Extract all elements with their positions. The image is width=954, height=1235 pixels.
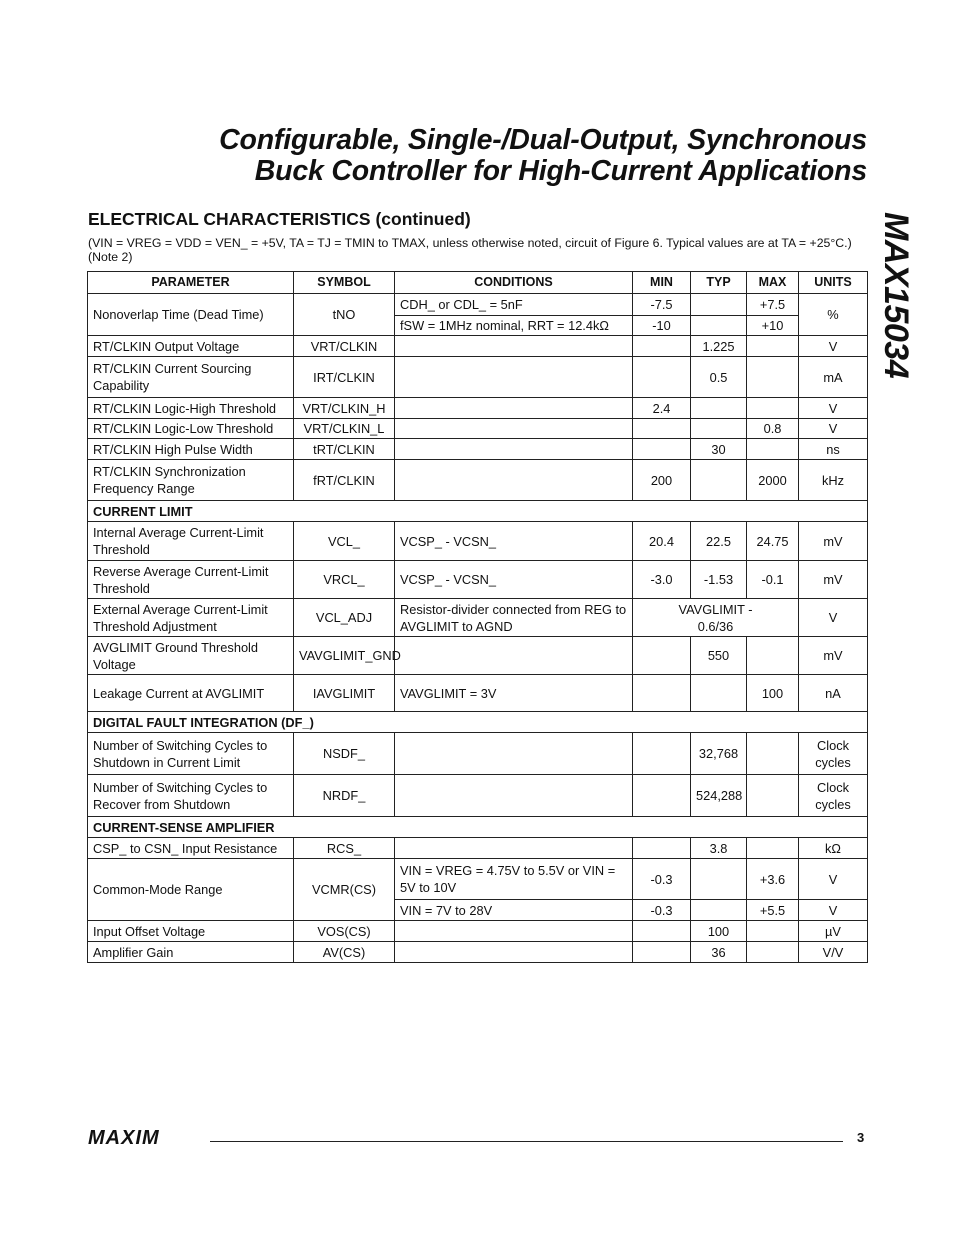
symbol-cell: VCMR(CS) — [294, 859, 395, 921]
header-parameter: PARAMETER — [88, 272, 294, 294]
symbol-cell: VRT/CLKIN_H — [294, 398, 395, 419]
symbol-cell: VCL_ADJ — [294, 599, 395, 637]
min-cell — [633, 357, 691, 398]
units-cell: V — [799, 599, 868, 637]
max-cell — [747, 637, 799, 675]
typ-cell: 32,768 — [691, 733, 747, 775]
parameter-cell: Common-Mode Range — [88, 859, 294, 921]
header-symbol: SYMBOL — [294, 272, 395, 294]
page-number: 3 — [857, 1130, 865, 1145]
parameter-cell: RT/CLKIN High Pulse Width — [88, 439, 294, 460]
conditions-note — [88, 236, 870, 264]
parameter-cell: External Average Current-Limit Threshold Adjustment — [88, 599, 294, 637]
symbol-cell: VCL_ — [294, 522, 395, 561]
max-cell — [747, 357, 799, 398]
maxim-logo-mark — [88, 1128, 200, 1146]
symbol-cell: tNO — [294, 294, 395, 336]
table-row — [88, 561, 868, 599]
units-cell: Clock cycles — [799, 733, 868, 775]
maxim-logo-text: MAXIM — [88, 1128, 160, 1146]
units-cell: ns — [799, 439, 868, 460]
table-row — [88, 439, 868, 460]
symbol-cell: IRT/CLKIN — [294, 357, 395, 398]
value-cell: VAVGLIMIT - 0.6/36 — [633, 599, 799, 637]
units-cell: mV — [799, 637, 868, 675]
table-row — [88, 838, 868, 859]
section-label: CURRENT LIMIT — [88, 501, 868, 522]
max-cell: +5.5 — [747, 900, 799, 921]
section-label: DIGITAL FAULT INTEGRATION (DF_) — [88, 712, 868, 733]
parameter-cell: Internal Average Current-Limit Threshold — [88, 522, 294, 561]
min-cell: -0.3 — [633, 900, 691, 921]
parameter-cell: Number of Switching Cycles to Shutdown in Current Limit — [88, 733, 294, 775]
symbol-cell: RCS_ — [294, 838, 395, 859]
units-cell: mV — [799, 561, 868, 599]
table-row — [88, 859, 868, 900]
max-cell: +7.5 — [747, 294, 799, 316]
parameter-cell: Leakage Current at AVGLIMIT — [88, 675, 294, 712]
parameter-cell: AVGLIMIT Ground Threshold Voltage — [88, 637, 294, 675]
table-row — [88, 775, 868, 817]
parameter-cell: RT/CLKIN Current Sourcing Capability — [88, 357, 294, 398]
typ-cell — [691, 460, 747, 501]
conditions-cell — [395, 637, 633, 675]
typ-cell: 0.5 — [691, 357, 747, 398]
parameter-cell: CSP_ to CSN_ Input Resistance — [88, 838, 294, 859]
typ-cell: 30 — [691, 439, 747, 460]
symbol-cell: fRT/CLKIN — [294, 460, 395, 501]
units-cell: V — [799, 859, 868, 900]
table-row — [88, 599, 868, 637]
table-row — [88, 522, 868, 561]
parameter-cell: RT/CLKIN Logic-Low Threshold — [88, 419, 294, 439]
max-cell — [747, 336, 799, 357]
max-cell — [747, 733, 799, 775]
electrical-characteristics-table — [87, 271, 868, 963]
maxim-logo — [88, 1128, 200, 1151]
units-cell: V — [799, 419, 868, 439]
parameter-cell: Amplifier Gain — [88, 942, 294, 963]
min-cell — [633, 775, 691, 817]
table-row — [88, 294, 868, 316]
section-row-current-limit — [88, 501, 868, 522]
conditions-cell: fSW = 1MHz nominal, RRT = 12.4kΩ — [395, 316, 633, 336]
table-row — [88, 460, 868, 501]
conditions-cell — [395, 921, 633, 942]
symbol-cell: VAVGLIMIT_GND — [294, 637, 395, 675]
min-cell: -3.0 — [633, 561, 691, 599]
conditions-cell: VCSP_ - VCSN_ — [395, 522, 633, 561]
conditions-cell — [395, 838, 633, 859]
table-row — [88, 637, 868, 675]
typ-cell: -1.53 — [691, 561, 747, 599]
min-cell: -10 — [633, 316, 691, 336]
conditions-cell: CDH_ or CDL_ = 5nF — [395, 294, 633, 316]
conditions-cell — [395, 775, 633, 817]
min-cell: 200 — [633, 460, 691, 501]
table-row — [88, 357, 868, 398]
header-min: MIN — [633, 272, 691, 294]
table-header-row — [88, 272, 868, 294]
symbol-cell: VRCL_ — [294, 561, 395, 599]
title-line-2: Buck Controller for High-Current Applications — [254, 155, 867, 187]
header-max: MAX — [747, 272, 799, 294]
max-cell: 2000 — [747, 460, 799, 501]
parameter-cell: RT/CLKIN Logic-High Threshold — [88, 398, 294, 419]
typ-cell — [691, 316, 747, 336]
typ-cell: 36 — [691, 942, 747, 963]
units-cell: % — [799, 294, 868, 336]
units-cell: mV — [799, 522, 868, 561]
min-cell — [633, 419, 691, 439]
table-row — [88, 398, 868, 419]
min-cell — [633, 733, 691, 775]
typ-cell — [691, 675, 747, 712]
units-cell: V — [799, 900, 868, 921]
min-cell: 20.4 — [633, 522, 691, 561]
header-typ: TYP — [691, 272, 747, 294]
typ-cell: 100 — [691, 921, 747, 942]
conditions-cell: VCSP_ - VCSN_ — [395, 561, 633, 599]
typ-cell — [691, 398, 747, 419]
table-row — [88, 675, 868, 712]
min-cell — [633, 336, 691, 357]
max-cell: 100 — [747, 675, 799, 712]
symbol-cell: VOS(CS) — [294, 921, 395, 942]
units-cell: V — [799, 398, 868, 419]
typ-cell: 524,288 — [691, 775, 747, 817]
parameter-cell: Nonoverlap Time (Dead Time) — [88, 294, 294, 336]
conditions-cell — [395, 357, 633, 398]
max-cell: -0.1 — [747, 561, 799, 599]
table-row — [88, 921, 868, 942]
min-cell — [633, 675, 691, 712]
section-row-current-sense-amplifier — [88, 817, 868, 838]
min-cell: -7.5 — [633, 294, 691, 316]
header-conditions: CONDITIONS — [395, 272, 633, 294]
max-cell — [747, 921, 799, 942]
units-cell: mA — [799, 357, 868, 398]
conditions-cell — [395, 419, 633, 439]
max-cell: 0.8 — [747, 419, 799, 439]
symbol-cell: NRDF_ — [294, 775, 395, 817]
max-cell — [747, 942, 799, 963]
min-cell — [633, 838, 691, 859]
units-cell: µV — [799, 921, 868, 942]
conditions-cell — [395, 439, 633, 460]
conditions-cell — [395, 942, 633, 963]
typ-cell: 1.225 — [691, 336, 747, 357]
min-cell: 2.4 — [633, 398, 691, 419]
section-label: CURRENT-SENSE AMPLIFIER — [88, 817, 868, 838]
max-cell — [747, 838, 799, 859]
conditions-cell: Resistor-divider connected from REG to AVGLIMIT to AGND — [395, 599, 633, 637]
symbol-cell: AV(CS) — [294, 942, 395, 963]
footer-rule — [210, 1141, 843, 1142]
min-cell — [633, 637, 691, 675]
typ-cell — [691, 294, 747, 316]
min-cell — [633, 921, 691, 942]
table-row — [88, 336, 868, 357]
table-row — [88, 733, 868, 775]
table-row — [88, 419, 868, 439]
min-cell: -0.3 — [633, 859, 691, 900]
max-cell: 24.75 — [747, 522, 799, 561]
conditions-cell: VIN = 7V to 28V — [395, 900, 633, 921]
document-title — [219, 125, 867, 187]
max-cell — [747, 439, 799, 460]
units-cell: nA — [799, 675, 868, 712]
max-cell — [747, 775, 799, 817]
parameter-cell: Input Offset Voltage — [88, 921, 294, 942]
parameter-cell: Reverse Average Current-Limit Threshold — [88, 561, 294, 599]
typ-cell — [691, 859, 747, 900]
conditions-cell — [395, 733, 633, 775]
units-cell: Clock cycles — [799, 775, 868, 817]
side-part-number: MAX15034 — [877, 212, 915, 379]
parameter-cell: RT/CLKIN Synchronization Frequency Range — [88, 460, 294, 501]
typ-cell: 550 — [691, 637, 747, 675]
min-cell — [633, 439, 691, 460]
typ-cell: 22.5 — [691, 522, 747, 561]
units-cell: kHz — [799, 460, 868, 501]
units-cell: V — [799, 336, 868, 357]
symbol-cell: IAVGLIMIT — [294, 675, 395, 712]
units-cell: kΩ — [799, 838, 868, 859]
conditions-cell — [395, 398, 633, 419]
table-row — [88, 942, 868, 963]
conditions-cell — [395, 336, 633, 357]
symbol-cell: VRT/CLKIN — [294, 336, 395, 357]
header-units: UNITS — [799, 272, 868, 294]
max-cell — [747, 398, 799, 419]
parameter-cell: RT/CLKIN Output Voltage — [88, 336, 294, 357]
symbol-cell: tRT/CLKIN — [294, 439, 395, 460]
symbol-cell: VRT/CLKIN_L — [294, 419, 395, 439]
typ-cell — [691, 419, 747, 439]
conditions-note-text: (VIN = VREG = VDD = VEN_ = +5V, TA = TJ = TMIN to TMAX, unless otherwise noted, circuit of Figure 6. Typical values are at TA = +25°C.) (Note 2) — [88, 236, 852, 264]
conditions-cell: VAVGLIMIT = 3V — [395, 675, 633, 712]
units-cell: V/V — [799, 942, 868, 963]
symbol-cell: NSDF_ — [294, 733, 395, 775]
title-line-1: Configurable, Single-/Dual-Output, Synchronous — [219, 124, 867, 156]
section-heading: ELECTRICAL CHARACTERISTICS (continued) — [88, 209, 471, 229]
section-row-digital-fault — [88, 712, 868, 733]
conditions-cell — [395, 460, 633, 501]
typ-cell: 3.8 — [691, 838, 747, 859]
max-cell: +10 — [747, 316, 799, 336]
max-cell: +3.6 — [747, 859, 799, 900]
min-cell — [633, 942, 691, 963]
parameter-cell: Number of Switching Cycles to Recover from Shutdown — [88, 775, 294, 817]
typ-cell — [691, 900, 747, 921]
conditions-cell: VIN = VREG = 4.75V to 5.5V or VIN = 5V to 10V — [395, 859, 633, 900]
